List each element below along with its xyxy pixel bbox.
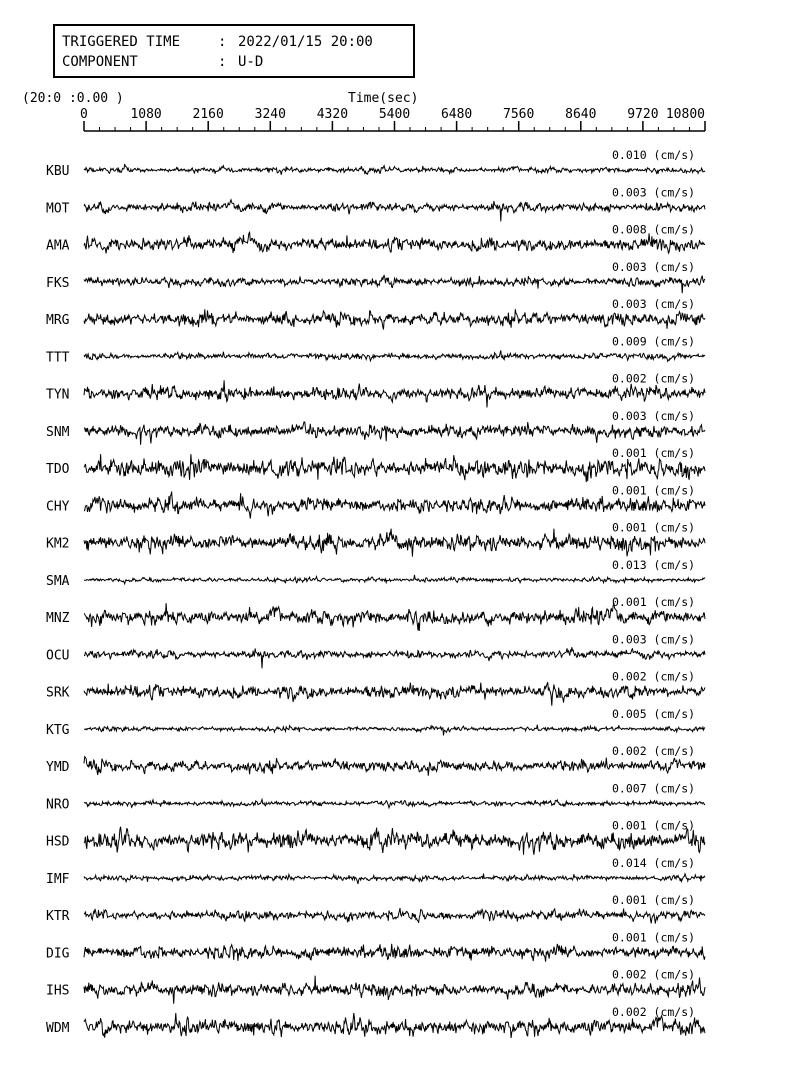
header-colon-1: :	[218, 34, 227, 50]
trace-srk	[46, 670, 705, 706]
trace-ocu	[46, 632, 705, 668]
amplitude-label: 0.010 (cm/s)	[612, 148, 696, 162]
axis-origin-label: (20:0 :0.00 )	[22, 91, 124, 106]
station-label: TTT	[46, 350, 70, 366]
trace-fks	[46, 260, 705, 293]
waveform-line	[84, 908, 705, 924]
waveform-line	[84, 800, 705, 808]
waveform-line	[84, 164, 705, 175]
amplitude-label: 0.001 (cm/s)	[612, 595, 696, 610]
header-triggered-value: 2022/01/15 20:00	[238, 34, 373, 50]
station-label: OCU	[46, 648, 70, 664]
axis-title: Time(sec)	[348, 91, 419, 106]
amplitude-label: 0.002 (cm/s)	[612, 669, 696, 684]
station-label: NRO	[46, 797, 70, 813]
station-label: WDM	[46, 1021, 70, 1036]
amplitude-label: 0.003 (cm/s)	[612, 632, 696, 647]
amplitude-label: 0.003 (cm/s)	[612, 259, 696, 274]
amplitude-label: 0.002 (cm/s)	[612, 371, 696, 386]
amplitude-label: 0.008 (cm/s)	[612, 222, 696, 237]
amplitude-label: 0.003 (cm/s)	[612, 408, 696, 423]
waveform-line	[84, 647, 705, 668]
station-label: KM2	[46, 536, 70, 552]
trace-sma	[46, 558, 705, 589]
waveform-line	[84, 575, 705, 584]
amplitude-label: 0.001 (cm/s)	[612, 446, 696, 461]
time-axis-ticks	[80, 107, 705, 131]
trace-kbu	[46, 148, 705, 179]
trace-km2	[46, 521, 705, 557]
amplitude-label: 0.002 (cm/s)	[612, 744, 696, 759]
waveform-line	[84, 276, 705, 294]
waveform-line	[84, 200, 705, 222]
amplitude-label: 0.001 (cm/s)	[612, 930, 696, 945]
trace-ttt	[46, 334, 705, 365]
trace-ymd	[46, 744, 705, 776]
amplitude-label: 0.001 (cm/s)	[612, 520, 696, 535]
amplitude-label: 0.013 (cm/s)	[612, 557, 696, 572]
trace-ihs	[46, 968, 705, 1004]
trace-nro	[46, 781, 705, 812]
tick-label: 6480	[440, 107, 473, 122]
station-label: FKS	[46, 275, 70, 291]
amplitude-label: 0.002 (cm/s)	[612, 967, 696, 982]
header-colon-2: :	[218, 54, 227, 70]
station-label: KBU	[46, 164, 70, 179]
trace-mot	[46, 185, 705, 221]
waveform-line	[84, 309, 705, 329]
waveform-line	[84, 874, 705, 884]
tick-label: 3240	[254, 107, 286, 122]
station-label: SRK	[46, 685, 70, 701]
amplitude-label: 0.002 (cm/s)	[612, 1005, 696, 1019]
tick-label: 0	[80, 107, 88, 122]
waveform-line	[84, 350, 705, 361]
tick-label: 5400	[378, 107, 411, 122]
station-label: CHY	[46, 499, 70, 515]
amplitude-label: 0.003 (cm/s)	[612, 297, 696, 312]
station-label: KTR	[46, 909, 70, 925]
amplitude-label: 0.001 (cm/s)	[612, 483, 696, 498]
amplitude-label: 0.014 (cm/s)	[612, 855, 696, 870]
trace-ama	[46, 223, 705, 254]
trace-snm	[46, 409, 705, 445]
station-label: TYN	[46, 387, 70, 403]
station-label: MNZ	[46, 611, 70, 627]
station-label: SNM	[46, 424, 70, 440]
amplitude-label: 0.001 (cm/s)	[612, 818, 696, 833]
trace-hsd	[46, 819, 705, 855]
station-label: KTG	[46, 722, 70, 738]
trace-dig	[46, 930, 705, 961]
amplitude-label: 0.007 (cm/s)	[612, 781, 696, 796]
tick-label: 8640	[565, 107, 597, 122]
waveform-line	[84, 944, 705, 962]
header-component-value: U-D	[238, 54, 264, 70]
tick-label: 4320	[316, 107, 349, 122]
trace-chy	[46, 483, 705, 518]
station-label: AMA	[46, 238, 70, 254]
trace-tdo	[46, 446, 705, 482]
header-triggered-label: TRIGGERED TIME	[62, 34, 181, 50]
seismic-traces	[46, 148, 705, 1038]
tick-label: 7560	[503, 107, 535, 122]
trace-tyn	[46, 372, 705, 408]
station-label: TDO	[46, 462, 70, 478]
trace-mnz	[46, 595, 705, 631]
waveform-line	[84, 757, 705, 776]
trace-ktr	[46, 893, 705, 924]
waveform-line	[84, 422, 705, 445]
tick-label: 1080	[130, 107, 162, 122]
station-label: IHS	[46, 983, 70, 999]
station-label: SMA	[46, 573, 70, 589]
station-label: IMF	[46, 871, 70, 887]
trace-wdm	[46, 1005, 705, 1038]
trace-imf	[46, 856, 705, 887]
tick-label: 10800	[665, 107, 705, 122]
station-label: MOT	[46, 201, 70, 217]
station-label: YMD	[46, 760, 70, 776]
tick-label: 9720	[627, 107, 659, 122]
tick-label: 2160	[192, 107, 224, 122]
amplitude-label: 0.009 (cm/s)	[612, 334, 696, 349]
trace-ktg	[46, 707, 705, 738]
station-label: DIG	[46, 946, 70, 962]
waveform-line	[84, 682, 705, 706]
amplitude-label: 0.003 (cm/s)	[612, 185, 696, 200]
station-label: HSD	[46, 834, 70, 850]
amplitude-label: 0.005 (cm/s)	[612, 706, 696, 721]
header-component-label: COMPONENT	[62, 54, 138, 70]
amplitude-label: 0.001 (cm/s)	[612, 893, 696, 908]
waveform-line	[84, 725, 705, 736]
trace-mrg	[46, 297, 705, 329]
station-label: MRG	[46, 313, 70, 329]
